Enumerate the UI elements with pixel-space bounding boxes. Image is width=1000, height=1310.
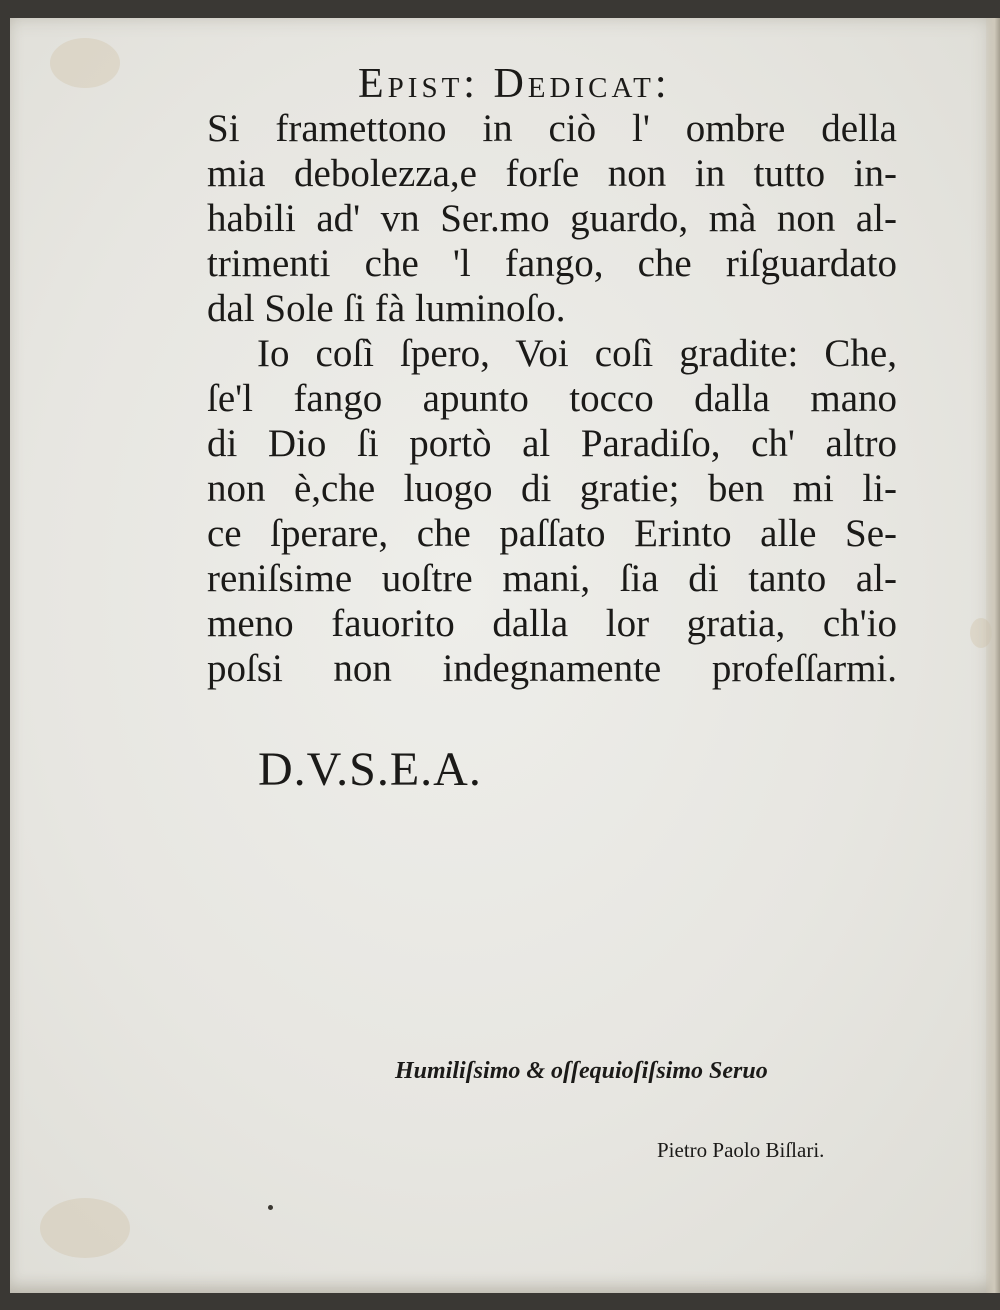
ink-speck [268,1205,273,1210]
text-line: dal Sole ſi fà luminoſo. [207,287,566,330]
text-line: ce ſperare, che paſſato Erinto alle Se- [207,512,897,555]
letter-body [207,106,897,691]
author-signature: Pietro Paolo Biſlari. [657,1138,825,1162]
text-line: trimenti che 'l fango, che riſguardato [207,242,897,285]
text-line: ſe'l fango apunto tocco dalla mano [207,377,897,420]
text-line: Io coſì ſpero, Voi coſì gradite: Che, [257,332,897,375]
text-line: mia debolezza,e forſe non in tutto in- [207,152,897,195]
page-header: Epist: Dedicat: [358,61,671,107]
closing-formula: Humiliſsimo & oſſequioſiſsimo Seruo [395,1058,768,1084]
paper-stain [40,1198,130,1258]
text-line: habili ad' vn Ser.mo guardo, mà non al- [207,197,897,240]
text-line: non è,che luogo di gratie; ben mi li- [207,467,897,510]
text-line: di Dio ſi portò al Paradiſo, ch' altro [207,422,897,465]
dedication-initials: D.V.S.E.A. [258,743,482,796]
text-line: meno fauorito dalla lor gratia, ch'io [207,602,897,645]
text-line: Si framettono in ciò l' ombre della [207,107,897,150]
page-fore-edge [986,18,1000,1293]
text-line: reniſsime uoſtre mani, ſia di tanto al- [207,557,897,600]
text-line: poſsi non indegnamente profeſſarmi. [207,647,897,690]
paper-stain [50,38,120,88]
